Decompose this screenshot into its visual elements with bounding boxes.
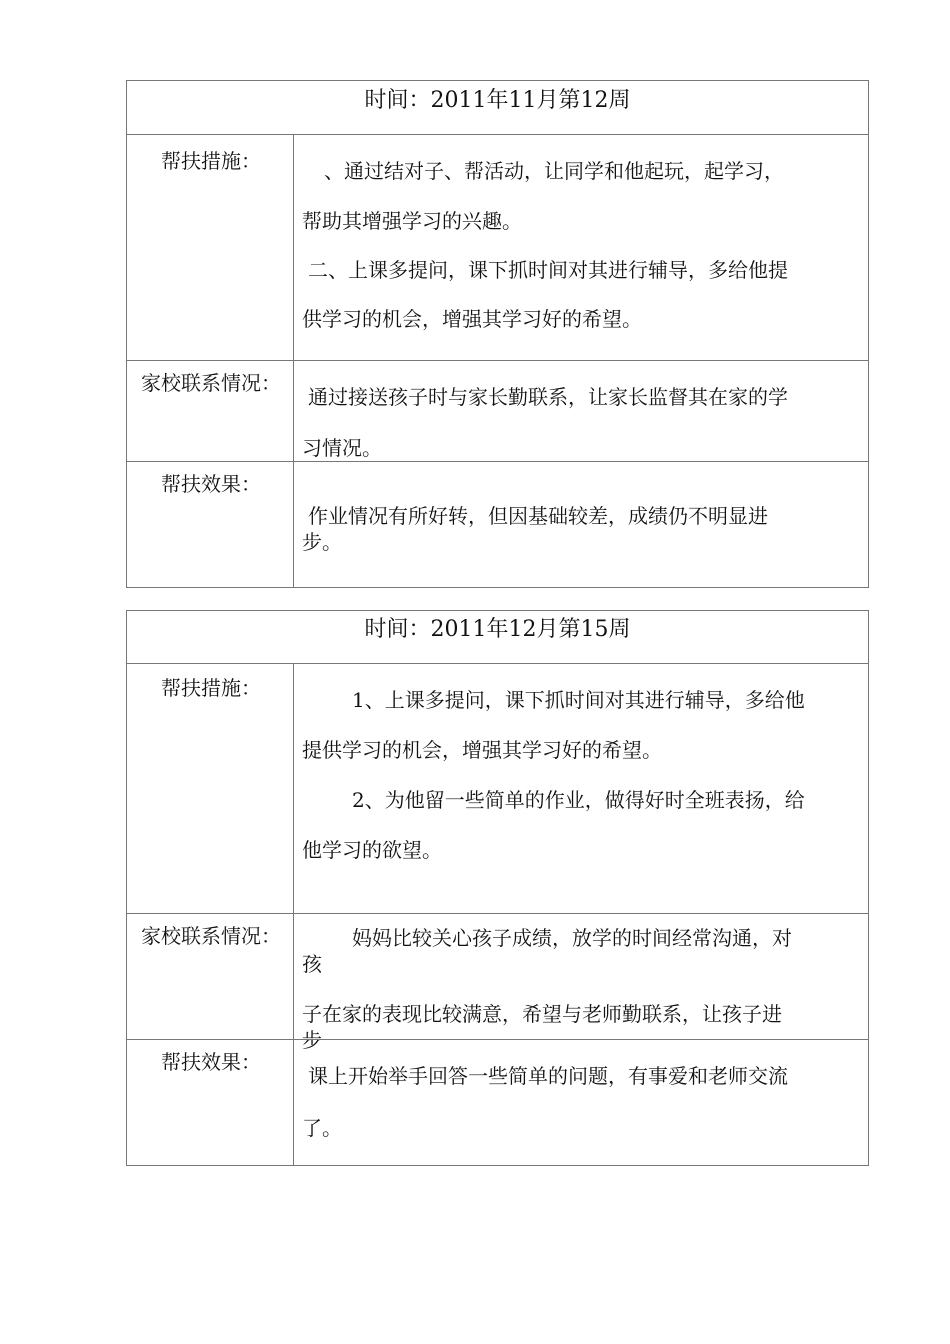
effect-line-2: 步。: [302, 530, 342, 554]
measures-line-2: 提供学习的机会，增强其学习好的希望。: [302, 738, 662, 762]
contact-label: 家校联系情况：: [127, 361, 294, 461]
table-heading: 时间：2011年11月第12周: [364, 88, 631, 113]
measures-label: 帮扶措施：: [127, 664, 294, 913]
effect-line-1: 课上开始举手回答一些简单的问题，有事爱和老师交流: [308, 1064, 788, 1088]
effect-label: 帮扶效果：: [127, 1040, 294, 1165]
measures-label: 帮扶措施：: [127, 135, 294, 360]
record-table-1: [126, 80, 869, 588]
measures-line-3: 二、上课多提问，课下抓时间对其进行辅导，多给他提: [308, 258, 788, 282]
contact-row: [127, 913, 868, 1052]
table-heading-row: [127, 611, 868, 663]
measures-row: [127, 663, 868, 913]
measures-line-1: 、通过结对子、帮活动，让同学和他起玩，起学习，: [324, 159, 784, 183]
contact-line-4: 步: [302, 1028, 322, 1052]
contact-line-1: 妈妈比较关心孩子成绩，放学的时间经常沟通，对: [352, 926, 792, 950]
contact-content: [294, 361, 868, 461]
measures-line-3: 2、为他留一些简单的作业，做得好时全班表扬，给: [352, 788, 805, 812]
table-heading: 时间：2011年12月第15周: [364, 617, 631, 642]
contact-row: [127, 360, 868, 461]
measures-line-1: 1、上课多提问，课下抓时间对其进行辅导，多给他: [352, 688, 805, 712]
measures-row: [127, 134, 868, 360]
measures-content: [294, 135, 868, 360]
effect-content: [294, 1040, 868, 1165]
effect-row: [127, 461, 868, 587]
measures-line-4: 他学习的欲望。: [302, 838, 442, 862]
measures-content: [294, 664, 868, 913]
measures-line-4: 供学习的机会，增强其学习好的希望。: [302, 307, 642, 331]
contact-line-3: 子在家的表现比较满意，希望与老师勤联系，让孩子进: [302, 1002, 782, 1026]
contact-line-1: 通过接送孩子时与家长勤联系，让家长监督其在家的学: [308, 385, 788, 409]
contact-content: [294, 914, 868, 1052]
effect-content: [294, 462, 868, 587]
effect-row: [127, 1039, 868, 1165]
effect-line-1: 作业情况有所好转，但因基础较差，成绩仍不明显进: [308, 504, 768, 528]
record-table-2: [126, 610, 869, 1166]
table-heading-row: [127, 81, 868, 134]
contact-label: 家校联系情况：: [127, 914, 294, 1039]
contact-line-2: 孩: [302, 952, 322, 976]
measures-line-2: 帮助其增强学习的兴趣。: [302, 209, 522, 233]
effect-line-2: 了。: [302, 1116, 342, 1140]
contact-line-2: 习情况。: [302, 436, 382, 460]
effect-label: 帮扶效果：: [127, 462, 294, 587]
